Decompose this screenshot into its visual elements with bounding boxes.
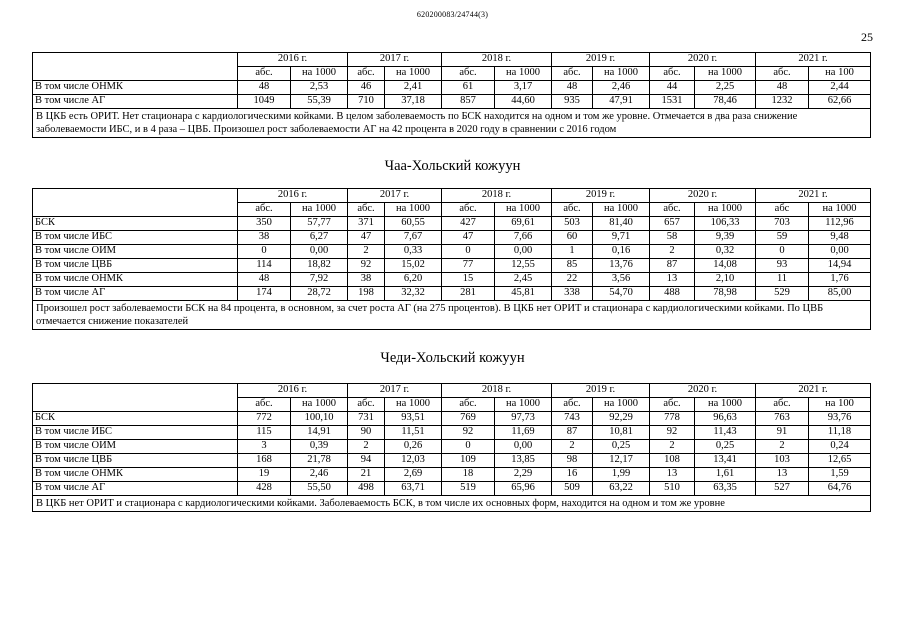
value-cell: 371 <box>348 217 385 231</box>
value-cell: 2,46 <box>593 81 650 95</box>
value-cell: 1,61 <box>695 468 756 482</box>
value-cell: 7,67 <box>385 231 442 245</box>
subheader-cell: на 1000 <box>495 203 552 217</box>
subheader-cell: на 1000 <box>809 203 871 217</box>
value-cell: 11 <box>756 273 809 287</box>
year-header: 2020 г. <box>650 384 756 398</box>
value-cell: 77 <box>442 259 495 273</box>
table-row <box>33 287 871 301</box>
value-cell: 1,76 <box>809 273 871 287</box>
subheader-cell: абс. <box>238 203 291 217</box>
value-cell: 281 <box>442 287 495 301</box>
subheader-cell: абс. <box>552 398 593 412</box>
row-label: В том числе АГ <box>33 95 238 109</box>
year-header: 2018 г. <box>442 53 552 67</box>
value-cell: 98 <box>552 454 593 468</box>
subheader-cell: на 1000 <box>385 67 442 81</box>
value-cell: 0,25 <box>695 440 756 454</box>
value-cell: 32,32 <box>385 287 442 301</box>
row-label-header <box>33 384 238 412</box>
value-cell: 935 <box>552 95 593 109</box>
table-row <box>33 412 871 426</box>
table-top-continuation <box>32 52 871 138</box>
value-cell: 21,78 <box>291 454 348 468</box>
year-header: 2021 г. <box>756 189 871 203</box>
value-cell: 168 <box>238 454 291 468</box>
value-cell: 2,41 <box>385 81 442 95</box>
value-cell: 106,33 <box>695 217 756 231</box>
value-cell: 9,71 <box>593 231 650 245</box>
value-cell: 0,32 <box>695 245 756 259</box>
value-cell: 103 <box>756 454 809 468</box>
subheader-cell: абс. <box>348 203 385 217</box>
value-cell: 65,96 <box>495 482 552 496</box>
value-cell: 108 <box>650 454 695 468</box>
page-number: 25 <box>861 30 873 44</box>
value-cell: 13 <box>650 468 695 482</box>
value-cell: 743 <box>552 412 593 426</box>
year-header: 2017 г. <box>348 53 442 67</box>
value-cell: 763 <box>756 412 809 426</box>
row-label: В том числе ИБС <box>33 426 238 440</box>
value-cell: 55,39 <box>291 95 348 109</box>
value-cell: 503 <box>552 217 593 231</box>
value-cell: 18,82 <box>291 259 348 273</box>
value-cell: 85 <box>552 259 593 273</box>
year-header: 2021 г. <box>756 53 871 67</box>
value-cell: 2,46 <box>291 468 348 482</box>
value-cell: 529 <box>756 287 809 301</box>
subheader-cell: на 1000 <box>385 203 442 217</box>
value-cell: 11,43 <box>695 426 756 440</box>
value-cell: 14,94 <box>809 259 871 273</box>
value-cell: 19 <box>238 468 291 482</box>
value-cell: 18 <box>442 468 495 482</box>
value-cell: 527 <box>756 482 809 496</box>
table-row <box>33 482 871 496</box>
value-cell: 0,25 <box>593 440 650 454</box>
value-cell: 61 <box>442 81 495 95</box>
value-cell: 427 <box>442 217 495 231</box>
year-header: 2019 г. <box>552 53 650 67</box>
year-header-row <box>33 53 871 67</box>
value-cell: 92 <box>442 426 495 440</box>
value-cell: 0,33 <box>385 245 442 259</box>
year-header: 2017 г. <box>348 384 442 398</box>
value-cell: 0,39 <box>291 440 348 454</box>
value-cell: 87 <box>552 426 593 440</box>
value-cell: 11,18 <box>809 426 871 440</box>
value-cell: 15,02 <box>385 259 442 273</box>
value-cell: 9,48 <box>809 231 871 245</box>
value-cell: 22 <box>552 273 593 287</box>
value-cell: 12,55 <box>495 259 552 273</box>
value-cell: 44,60 <box>495 95 552 109</box>
value-cell: 13,41 <box>695 454 756 468</box>
value-cell: 2,44 <box>809 81 871 95</box>
value-cell: 69,61 <box>495 217 552 231</box>
value-cell: 0,24 <box>809 440 871 454</box>
value-cell: 78,98 <box>695 287 756 301</box>
row-label-header <box>33 53 238 81</box>
subheader-cell: на 1000 <box>495 67 552 81</box>
value-cell: 2,53 <box>291 81 348 95</box>
year-header-row <box>33 384 871 398</box>
value-cell: 428 <box>238 482 291 496</box>
section-title-chedi-khol: Чеди-Хольский кожуун <box>380 350 525 366</box>
row-label: В том числе АГ <box>33 287 238 301</box>
value-cell: 81,40 <box>593 217 650 231</box>
table-note: В ЦКБ нет ОРИТ и стационара с кардиологическими койками. Заболеваемость БСК, в том числе их основных форм, находится на одном и том же уровне <box>33 496 871 512</box>
value-cell: 1,99 <box>593 468 650 482</box>
value-cell: 0 <box>238 245 291 259</box>
value-cell: 1049 <box>238 95 291 109</box>
value-cell: 55,50 <box>291 482 348 496</box>
value-cell: 14,91 <box>291 426 348 440</box>
subheader-cell: абс. <box>442 203 495 217</box>
value-cell: 350 <box>238 217 291 231</box>
value-cell: 0 <box>442 245 495 259</box>
value-cell: 115 <box>238 426 291 440</box>
value-cell: 59 <box>756 231 809 245</box>
value-cell: 1531 <box>650 95 695 109</box>
value-cell: 2,29 <box>495 468 552 482</box>
year-header: 2018 г. <box>442 384 552 398</box>
subheader-cell: на 1000 <box>385 398 442 412</box>
value-cell: 2 <box>348 440 385 454</box>
subheader-cell: абс <box>756 203 809 217</box>
value-cell: 13,76 <box>593 259 650 273</box>
subheader-cell: абс. <box>552 203 593 217</box>
value-cell: 91 <box>756 426 809 440</box>
value-cell: 498 <box>348 482 385 496</box>
value-cell: 1 <box>552 245 593 259</box>
value-cell: 12,17 <box>593 454 650 468</box>
subheader-cell: на 1000 <box>695 203 756 217</box>
value-cell: 10,81 <box>593 426 650 440</box>
value-cell: 112,96 <box>809 217 871 231</box>
note-row <box>33 301 871 330</box>
value-cell: 0 <box>442 440 495 454</box>
value-cell: 62,66 <box>809 95 871 109</box>
row-label: В том числе АГ <box>33 482 238 496</box>
value-cell: 13 <box>650 273 695 287</box>
value-cell: 731 <box>348 412 385 426</box>
subheader-cell: на 1000 <box>695 67 756 81</box>
year-header-row <box>33 189 871 203</box>
value-cell: 47 <box>348 231 385 245</box>
table-note: Произошел рост заболеваемости БСК на 84 процента, в основном, за счет роста АГ (на 275 процентов). В ЦКБ нет ОРИТ и стационара с кардиологическими койками. По ЦВБ отмечается снижение показателей <box>33 301 871 330</box>
row-label-header <box>33 189 238 217</box>
year-header: 2016 г. <box>238 53 348 67</box>
value-cell: 114 <box>238 259 291 273</box>
table-row <box>33 231 871 245</box>
value-cell: 57,77 <box>291 217 348 231</box>
value-cell: 63,71 <box>385 482 442 496</box>
value-cell: 97,73 <box>495 412 552 426</box>
table-chedi-khol <box>32 383 871 512</box>
value-cell: 198 <box>348 287 385 301</box>
document-id: 620200083/24744(3) <box>416 10 489 19</box>
subheader-cell: абс. <box>756 67 809 81</box>
table-row <box>33 426 871 440</box>
subheader-cell: абс. <box>238 398 291 412</box>
year-header: 2016 г. <box>238 384 348 398</box>
subheader-cell: абс. <box>756 398 809 412</box>
value-cell: 63,22 <box>593 482 650 496</box>
table-row <box>33 95 871 109</box>
value-cell: 16 <box>552 468 593 482</box>
value-cell: 78,46 <box>695 95 756 109</box>
subheader-cell: абс. <box>650 398 695 412</box>
value-cell: 2 <box>552 440 593 454</box>
year-header: 2018 г. <box>442 189 552 203</box>
year-header: 2019 г. <box>552 384 650 398</box>
year-header: 2019 г. <box>552 189 650 203</box>
subheader-cell: на 1000 <box>593 398 650 412</box>
subheader-cell: на 1000 <box>291 398 348 412</box>
value-cell: 509 <box>552 482 593 496</box>
value-cell: 93,51 <box>385 412 442 426</box>
year-header: 2021 г. <box>756 384 871 398</box>
value-cell: 2,25 <box>695 81 756 95</box>
row-label: БСК <box>33 217 238 231</box>
value-cell: 2,10 <box>695 273 756 287</box>
value-cell: 2,69 <box>385 468 442 482</box>
subheader-cell: абс. <box>552 67 593 81</box>
subheader-cell: абс. <box>348 67 385 81</box>
value-cell: 772 <box>238 412 291 426</box>
subheader-cell: абс. <box>348 398 385 412</box>
value-cell: 48 <box>756 81 809 95</box>
table-chaa-khol <box>32 188 871 330</box>
value-cell: 12,65 <box>809 454 871 468</box>
value-cell: 54,70 <box>593 287 650 301</box>
value-cell: 48 <box>238 81 291 95</box>
value-cell: 857 <box>442 95 495 109</box>
value-cell: 519 <box>442 482 495 496</box>
value-cell: 510 <box>650 482 695 496</box>
value-cell: 0,16 <box>593 245 650 259</box>
value-cell: 2,45 <box>495 273 552 287</box>
value-cell: 21 <box>348 468 385 482</box>
value-cell: 1,59 <box>809 468 871 482</box>
value-cell: 93,76 <box>809 412 871 426</box>
value-cell: 100,10 <box>291 412 348 426</box>
row-label: БСК <box>33 412 238 426</box>
row-label: В том числе ОНМК <box>33 273 238 287</box>
value-cell: 0,00 <box>291 245 348 259</box>
table-row <box>33 217 871 231</box>
value-cell: 12,03 <box>385 454 442 468</box>
value-cell: 2 <box>756 440 809 454</box>
table-row <box>33 440 871 454</box>
value-cell: 6,20 <box>385 273 442 287</box>
value-cell: 85,00 <box>809 287 871 301</box>
value-cell: 15 <box>442 273 495 287</box>
value-cell: 64,76 <box>809 482 871 496</box>
subheader-cell: абс. <box>442 398 495 412</box>
row-label: В том числе ОНМК <box>33 468 238 482</box>
value-cell: 58 <box>650 231 695 245</box>
row-label: В том числе ЦВБ <box>33 259 238 273</box>
value-cell: 11,69 <box>495 426 552 440</box>
value-cell: 28,72 <box>291 287 348 301</box>
value-cell: 6,27 <box>291 231 348 245</box>
value-cell: 38 <box>238 231 291 245</box>
table-row <box>33 245 871 259</box>
value-cell: 92 <box>348 259 385 273</box>
table-row <box>33 259 871 273</box>
year-header: 2020 г. <box>650 189 756 203</box>
value-cell: 60,55 <box>385 217 442 231</box>
value-cell: 60 <box>552 231 593 245</box>
value-cell: 38 <box>348 273 385 287</box>
subheader-cell: на 1000 <box>495 398 552 412</box>
value-cell: 13 <box>756 468 809 482</box>
subheader-cell: на 1000 <box>593 203 650 217</box>
value-cell: 47,91 <box>593 95 650 109</box>
value-cell: 2 <box>650 245 695 259</box>
value-cell: 3,56 <box>593 273 650 287</box>
value-cell: 9,39 <box>695 231 756 245</box>
year-header: 2017 г. <box>348 189 442 203</box>
value-cell: 47 <box>442 231 495 245</box>
year-header: 2016 г. <box>238 189 348 203</box>
row-label: В том числе ОИМ <box>33 440 238 454</box>
value-cell: 45,81 <box>495 287 552 301</box>
row-label: В том числе ИБС <box>33 231 238 245</box>
table-note: В ЦКБ есть ОРИТ. Нет стационара с кардиологическими койками. В целом заболеваемость по БСК находится на одном и том же уровне. Отмечается в два раза снижение заболеваемости ИБС, и в 4 раза – ЦВБ. Произошел рост заболеваемости АГ на 42 процента в 2020 году в сравнении с 2016 годом <box>33 109 871 138</box>
year-header: 2020 г. <box>650 53 756 67</box>
value-cell: 13,85 <box>495 454 552 468</box>
subheader-cell: на 100 <box>809 398 871 412</box>
value-cell: 769 <box>442 412 495 426</box>
value-cell: 0 <box>756 245 809 259</box>
value-cell: 7,66 <box>495 231 552 245</box>
table-row <box>33 468 871 482</box>
value-cell: 3 <box>238 440 291 454</box>
value-cell: 11,51 <box>385 426 442 440</box>
subheader-cell: абс. <box>442 67 495 81</box>
value-cell: 174 <box>238 287 291 301</box>
subheader-cell: на 1000 <box>291 67 348 81</box>
value-cell: 87 <box>650 259 695 273</box>
subheader-cell: абс. <box>238 67 291 81</box>
subheader-cell: абс. <box>650 67 695 81</box>
value-cell: 90 <box>348 426 385 440</box>
value-cell: 48 <box>552 81 593 95</box>
section-title-chaa-khol: Чаа-Хольский кожуун <box>384 158 521 174</box>
subheader-cell: на 100 <box>809 67 871 81</box>
table-row <box>33 273 871 287</box>
value-cell: 657 <box>650 217 695 231</box>
value-cell: 3,17 <box>495 81 552 95</box>
subheader-cell: на 1000 <box>593 67 650 81</box>
note-row <box>33 109 871 138</box>
subheader-cell: абс. <box>650 203 695 217</box>
value-cell: 1232 <box>756 95 809 109</box>
value-cell: 63,35 <box>695 482 756 496</box>
value-cell: 7,92 <box>291 273 348 287</box>
value-cell: 46 <box>348 81 385 95</box>
value-cell: 0,26 <box>385 440 442 454</box>
row-label: В том числе ОИМ <box>33 245 238 259</box>
value-cell: 48 <box>238 273 291 287</box>
value-cell: 710 <box>348 95 385 109</box>
value-cell: 2 <box>650 440 695 454</box>
value-cell: 778 <box>650 412 695 426</box>
value-cell: 37,18 <box>385 95 442 109</box>
value-cell: 0,00 <box>809 245 871 259</box>
row-label: В том числе ЦВБ <box>33 454 238 468</box>
value-cell: 488 <box>650 287 695 301</box>
table-row <box>33 81 871 95</box>
value-cell: 94 <box>348 454 385 468</box>
value-cell: 96,63 <box>695 412 756 426</box>
value-cell: 92 <box>650 426 695 440</box>
value-cell: 109 <box>442 454 495 468</box>
subheader-cell: на 1000 <box>291 203 348 217</box>
row-label: В том числе ОНМК <box>33 81 238 95</box>
value-cell: 0,00 <box>495 245 552 259</box>
note-row <box>33 496 871 512</box>
table-row <box>33 454 871 468</box>
subheader-cell: на 1000 <box>695 398 756 412</box>
value-cell: 0,00 <box>495 440 552 454</box>
value-cell: 44 <box>650 81 695 95</box>
value-cell: 2 <box>348 245 385 259</box>
value-cell: 703 <box>756 217 809 231</box>
value-cell: 338 <box>552 287 593 301</box>
value-cell: 92,29 <box>593 412 650 426</box>
value-cell: 93 <box>756 259 809 273</box>
value-cell: 14,08 <box>695 259 756 273</box>
